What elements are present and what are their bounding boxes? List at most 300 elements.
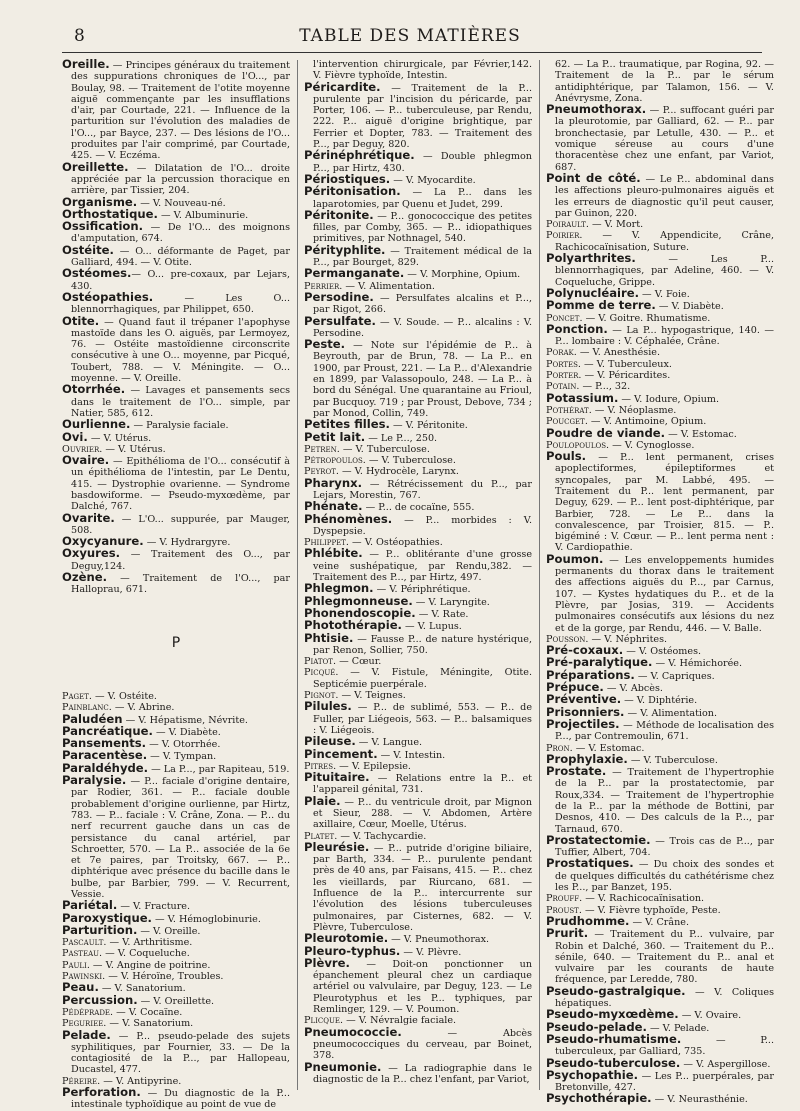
index-entry-text: — P... faciale d'origine dentaire, par Rodier, 361. — P... faciale double probablement d'origine ourlienne, par Hirtz, 783. — P... faciale : V. Crâne, Zona. — P... du nerf recurrent gauche dans un cas de persistance du canal artériel, par Schroetter, 570. — La P... associée de la 6e et 7e paires, par Troitsky, 667. — P... diphtérique avec présence du bacille dans le bulbe, par Barbier, 799. — V. Recurrent, Vessie. (71, 776, 290, 900)
index-entry (62, 419, 290, 431)
index-entry (546, 1031, 774, 1058)
index-term: Phénomènes. (304, 511, 393, 526)
index-term: Porter. (546, 370, 582, 382)
index-entry-text: — V. Tuberculose. (365, 455, 456, 467)
index-entry-text: — V. Myocardite. (390, 174, 476, 186)
index-entry-text: — O... pre-coxaux, par Lejars, 430. (71, 269, 290, 292)
index-entry-text: — P... lent permanent, crises apoplectiformes, épileptiformes et syncopales, par M. Labbé, 495. — Traitement du P... lent permanent, par Deguy, 629. — P... lent post-diphtérique, par Barbier, 728. — Le P... dans la convalescence, par Troisier, 815. — P.. bigéminé : V. Cœur. — P... lent perma nent : V. Cardiopathie. (555, 452, 774, 554)
index-term: Pasteau. (62, 948, 103, 960)
index-entry-text: — V. Péritonite. (389, 420, 468, 432)
index-entry (304, 511, 532, 538)
index-term: Pseudo-tuberculose. (546, 1055, 681, 1070)
index-entry-text: — V. Teignes. (338, 690, 406, 702)
index-entry-text: — V. Néoplasme. (591, 404, 677, 416)
index-entry (304, 79, 532, 151)
index-entry-text: — Du diagnostic de la P... intestinale typhoïdique au point de vue de (71, 1088, 290, 1111)
index-entry-text: — V. Hépatisme, Névrite. (122, 714, 248, 726)
index-entry-text: — Les P... puerpérales, par Bretonville, 427. (555, 1070, 774, 1094)
index-entry (546, 983, 774, 1010)
index-entry-text: — V. Tuberculose. (339, 443, 430, 455)
index-entry (62, 510, 290, 537)
index-term: Otorrhée. (62, 382, 126, 397)
index-entry-text: — Traitement de l'O..., par Halloprau, 671. (71, 573, 290, 596)
index-term: Paroxystique. (62, 910, 152, 925)
index-entry-text: — Quand faut il trépaner l'apophyse mastoïde dans les O. aiguës, par Lermoyez, 76. — Ostéite mastoïdienne circonscrite consécutive à une O... moyenne, par Picqué, Toubert, 788. — V. Méningite. — O... moyenne. — V. Oreille. (71, 316, 290, 385)
index-term: Psychothérapie. (546, 1091, 652, 1106)
index-entry-text: — Traitement du P... vulvaire, par Robin et Dalché, 360. — Traitement du P... sénile, 640. — Traitement du P... anal et vulvaire par les courants de haute fréquence, par Leredde, 780. (555, 929, 774, 986)
index-entry-text: — V. Héroïne, Troubles. (105, 971, 224, 983)
index-entry-text: — V. Utérus. (87, 432, 152, 444)
index-term: Poumon. (546, 551, 604, 566)
index-entry (62, 289, 290, 316)
index-entry (62, 948, 290, 959)
index-term: Polyarthrites. (546, 251, 636, 266)
index-term: Pouls. (546, 449, 586, 464)
index-term: Poirier. (546, 230, 583, 242)
index-term: Percussion. (62, 992, 138, 1007)
index-entry (304, 630, 532, 657)
index-term: Péreire. (62, 1075, 101, 1087)
index-entry (62, 455, 290, 512)
index-entry-text: — Le P... abdominal dans les affections pleuro-pulmonaires aiguës et les erreurs de diagnostic qu'il peut causer, par Guinon, 220. (555, 173, 774, 219)
index-term: Pron. (546, 742, 573, 754)
index-term: Phonendoscopie. (304, 605, 416, 620)
index-entry-text: — P... gonococcique des petites filles, par Comby, 365. — P... idiopathiques primitives, par Nothnagel, 540. (313, 210, 532, 245)
index-entry (304, 548, 532, 583)
index-term: Ouvrier. (62, 443, 103, 455)
index-term: Péritonisation. (304, 184, 401, 199)
index-term: Piatot. (304, 656, 337, 668)
index-term: Ostéite. (62, 242, 114, 257)
index-entry-text: — V. Cocaïne. (113, 1006, 183, 1018)
index-term: Pleurotomie. (304, 931, 389, 946)
index-term: Plicque. (304, 1015, 344, 1027)
index-entry-text: — V. Mort. (588, 219, 644, 231)
index-entry-text: — V. Fistule, Méningite, Otite. Septicémie puerpérale. (313, 667, 532, 690)
column-divider (297, 60, 298, 1090)
index-entry-text: — V. Goitre. Rhumatisme. (582, 312, 711, 324)
index-term: Pomme de terre. (546, 298, 656, 313)
index-entry (304, 186, 532, 210)
index-entry-text: — V. Iodure, Opium. (618, 393, 720, 405)
index-entry-text: — P... tuberculeux, par Galliard, 735. (555, 1034, 774, 1058)
index-term: Pitres. (304, 760, 337, 772)
index-entry-text: — V. Rachicocaïnisation. (582, 893, 705, 905)
index-term: Ozène. (62, 570, 107, 585)
index-entry-text: — Fausse P... de nature hystérique, par Renon, Sollier, 750. (313, 633, 532, 656)
index-entry-text: — Note sur l'épidémie de P... à Beyrouth, par de Brun, 78. — La P... en 1900, par Proust, 221. — La P... d'Alexandrie en 1899, par Valassopoulo, 248. — La P... à bord du Sénégal. Une quarantaine au Frioul, par Bucquoy. 719 ; par Proust, Debove, 734 ; par Monod, Collin, 749. (313, 340, 532, 419)
index-entry (62, 1027, 290, 1076)
index-entry (62, 384, 290, 419)
index-term: Pseudo-rhumatisme. (546, 1031, 682, 1046)
index-entry-text: — V. Estomac. (572, 742, 645, 754)
index-term: Phénate. (304, 499, 363, 514)
index-entry (546, 832, 774, 859)
index-entry-text: — P... morbides : V. Dyspepsie. (313, 514, 532, 537)
index-entry (546, 451, 774, 554)
index-entry-text: — V. Ostéite. (91, 690, 157, 702)
index-entry (62, 775, 290, 900)
index-term: Phtisie. (304, 630, 354, 645)
index-entry-text: — V. Oreille. (137, 925, 201, 937)
index-term: Pawinski. (62, 971, 106, 983)
index-entry-text: — V. Foie. (639, 288, 690, 300)
index-term: Oxyures. (62, 546, 121, 561)
index-entry-text: — Du choix des sondes et de quelques difficultés du cathétérisme chez les P..., par Banzet, 195. (555, 859, 774, 894)
index-term: Paralysie. (62, 773, 127, 788)
index-entry-text: — V. Crâne. (629, 916, 690, 928)
index-entry-text: — La radiographie dans le diagnostic de la P... chez l'enfant, par Variot, (313, 1062, 532, 1085)
index-term: Oreille. (62, 57, 110, 71)
index-entry (62, 548, 290, 572)
index-entry-text: — O... déformante de Paget, par Galliard, 494. — V. Otite. (71, 245, 290, 269)
index-term: Pilules. (304, 699, 352, 714)
index-term: Portes. (546, 358, 581, 370)
index-term: Plèvre. (304, 955, 350, 970)
index-entry (546, 104, 774, 173)
index-entry-text: — P... suffocant guéri par la pleurotomie, par Galliard, 62. — P... par bronchectasie, par Letulle, 430. — P... et vomique séreuse au cours d'une thoracentèse chez une enfant, par Variot, 687. (555, 105, 774, 173)
index-term: Phlegmonneuse. (304, 593, 413, 608)
index-term: Prurit. (546, 926, 589, 941)
index-term: Pseudo-pelade. (546, 1019, 647, 1034)
index-entry (304, 59, 532, 82)
index-term: Pré-coxaux. (546, 643, 624, 658)
index-entry-text: — V. Oreillette. (137, 995, 215, 1007)
index-entry (304, 429, 532, 444)
index-entry-text: — V. Hémichorée. (652, 658, 742, 670)
index-term: Périnéphrétique. (304, 148, 415, 163)
index-entry (62, 221, 290, 245)
index-term: Périostiques. (304, 171, 391, 186)
index-entry-text: — Les enveloppements humides permanents du thorax dans le traitement des affections aiguës du P..., par Carnus, 107. — Kystes hydatiques du P... et de la Plèvre, par Josias, 319. — Accidents pulmonaires consécutifs aux lésions du nez et de la gorge, par Rendu, 446. — V. Balle. (555, 554, 774, 634)
index-term: Photothérapie. (304, 618, 402, 633)
index-term: Prostate. (546, 764, 607, 779)
index-term: Préventive. (546, 692, 622, 707)
index-term: Pascault. (62, 937, 107, 949)
index-entry (546, 425, 774, 440)
index-entry-text: — Dilatation de l'O... droite appréciée par la percussion thoracique en arrière, par Tissier, 204. (71, 162, 290, 197)
index-entry (546, 928, 774, 985)
index-entry (62, 159, 290, 197)
index-term: Prophylaxie. (546, 751, 628, 766)
index-entry (546, 551, 774, 634)
index-term: Paget. (62, 690, 92, 702)
index-term: Ovaire. (62, 453, 110, 468)
index-term: Philippet. (304, 537, 349, 549)
index-term: Petren. (304, 443, 340, 455)
index-term: Pariétal. (62, 898, 118, 913)
index-entry-text: — Les O... blennorrhagiques, par Philippet, 650. (71, 292, 290, 316)
index-entry-text: — V. Antimoine, Opium. (587, 416, 707, 428)
index-entry-text: — P... pseudo-pelade des sujets syphilitiques, par Fournier, 33. — De la contagiosité de la P..., par Hallopeau, Ducastel, 477. (71, 1030, 290, 1076)
index-term: Poirault. (546, 219, 589, 231)
index-entry-text: — V. Névralgie faciale. (343, 1015, 457, 1027)
index-term: Proust. (546, 904, 582, 916)
index-entry (304, 839, 532, 933)
index-entry-text: — V. Péricardites. (581, 370, 671, 382)
index-term: Potain. (546, 381, 580, 393)
index-term: Pré-paralytique. (546, 655, 653, 670)
index-term: Persodine. (304, 289, 374, 304)
index-entry-text: — V. Périphrétique. (373, 584, 471, 596)
index-entry-text: — V. Angine de poitrine. (89, 959, 211, 971)
index-term: Ponction. (546, 321, 608, 336)
index-term: Perrier. (304, 280, 343, 292)
index-entry (304, 242, 532, 269)
index-entry-text: — V. Rate. (415, 608, 469, 620)
index-term: Polynucléaire. (546, 285, 639, 300)
index-entry (62, 572, 290, 596)
index-term: Ostéopathies. (62, 289, 154, 304)
index-term: Persulfate. (304, 313, 376, 328)
index-entry-text: — V. Antipyrine. (100, 1075, 182, 1087)
index-entry-text: — Les P... blennorrhagiques, par Adeline, 460. — V. Coqueluche, Grippe. (555, 254, 774, 288)
index-column-3 (546, 59, 774, 1106)
index-entry-text: — V. Tachycardie. (337, 830, 427, 842)
index-entry (546, 300, 774, 312)
index-entry (62, 268, 290, 292)
index-term: Ovarite. (62, 510, 115, 525)
index-term: Pauli. (62, 959, 90, 971)
index-entry (546, 390, 774, 405)
index-entry (546, 321, 774, 348)
index-entry-text: — V. Hydrargyre. (143, 537, 231, 549)
index-entry (546, 858, 774, 893)
index-entry-text: — P..., 32. (579, 381, 631, 393)
index-term: Petites filles. (304, 417, 390, 432)
index-entry (304, 150, 532, 174)
index-entry-text: — V. Tuberculeux. (580, 358, 672, 370)
index-entry-text: — De l'O... des moignons d'amputation, 674. (71, 222, 290, 245)
index-entry-text: — V. Tuberculose. (627, 754, 718, 766)
index-term: Pincement. (304, 746, 378, 761)
index-entry-text: 62. — La P... traumatique, par Rogina, 92. — Traitement de la P... par le sérum antidiphtérique, par Talamon, 156. — V. Anévrysme, Zona. (555, 59, 774, 104)
index-term: Organisme. (62, 194, 138, 209)
index-entry-text: — V. Albuminurie. (157, 209, 249, 221)
index-column-1 (62, 59, 290, 1111)
index-entry-text: — V. Soude. — P... alcalins : V. Persodine. (313, 316, 532, 339)
index-entry-text: — V. Arthritisme. (106, 937, 193, 949)
index-entry-text: — V. Néphrites. (588, 633, 668, 645)
index-entry-text: — La P... dans les laparotomies, par Quenu et Judet, 299. (313, 187, 532, 210)
index-entry-text: — Epithélioma de l'O... consécutif à un épithélioma de l'intestin, par Le Dentu, 415. — Dystrophie ovarienne. — Syndrome basdowiforme. — Pseudo-myxœdème, par Dalché, 767. (71, 456, 290, 513)
index-term: Paludéen (62, 711, 123, 726)
index-entry-text: — V. Pelade. (646, 1022, 710, 1034)
index-entry-text: l'intervention chirurgicale, par Février,142. V. Fièvre typhoïde, Intestin. (313, 59, 532, 82)
index-entry-text: — V. Langue. (355, 737, 423, 749)
index-entry (62, 691, 290, 702)
index-entry (546, 405, 774, 416)
index-entry (546, 347, 774, 358)
index-entry-text: — V. Hémoglobinurie. (151, 913, 261, 925)
index-term: Permanganate. (304, 266, 405, 281)
index-term: Paracentèse. (62, 748, 148, 763)
index-entry-text: — Traitement de l'hypertrophie de la P... par la prostatectomie, par Roux,334. — Traitement de l'hypertrophie de la P... par la méthode de Bottini, par Desnos, 410. — Des calculs de la P..., par Tarnaud, 670. (555, 767, 774, 835)
index-entry-text: — L'O... suppurée, par Mauger, 508. (71, 513, 290, 536)
index-entry-text: — V. Diabète. (655, 301, 724, 313)
index-term: Painblanc. (62, 702, 112, 714)
index-column-2 (304, 59, 532, 1085)
index-entry-text: — P... oblitérante d'une grosse veine sushépatique, par Rendu,382. — Traitement des P..., par Hirtz, 497. (313, 549, 532, 584)
index-entry-text: — V. Ostéopathies. (349, 537, 443, 549)
index-term: Prépuce. (546, 680, 604, 695)
index-term: Pituitaire. (304, 770, 370, 785)
index-entry-text: — Doit-on ponctionner un épanchement pleural chez un cardiaque artériel ou valvulaire, par Deguy, 123. — Le Pleurotyphus et les P... typhiques, par Remlinger, 129. — V. Poumon. (313, 958, 532, 1016)
index-entry-text: — Traitement de la P... purulente par l'incision du péricarde, par Porter, 106. — P... tuberculeuse, par Rendu, 222. P... aiguë d'origine brightique, par Ferrier et Dopter, 783. — Traitement des P..., par Deguy, 820. (313, 82, 532, 151)
index-term: Pelade. (62, 1027, 111, 1042)
index-term: Prouff. (546, 893, 583, 905)
index-term: Oxycyanure. (62, 534, 144, 549)
index-entry (304, 289, 532, 316)
index-term: Pothérat. (546, 404, 592, 416)
index-entry-text: — V. Alimentation. (342, 280, 435, 292)
index-entry-text: — P... putride d'origine biliaire, par Barth, 334. — P... purulente pendant près de 40 ans, par Faisans, 415. — P... chez les vieillards, par Riurcano, 681. — Influence de la P... intercurrente sur l'évolution des lésions tuberculeuses pulmonaires, par Cisternes, 682. — V. Plèvre, Tuberculose. (313, 842, 532, 933)
index-term: Psychopathie. (546, 1067, 639, 1082)
index-entry-text: — Le P..., 250. (365, 432, 438, 444)
index-entry (62, 313, 290, 385)
index-term: Paraldéhyde. (62, 760, 149, 775)
index-term: Plaie. (304, 793, 341, 808)
index-entry (304, 1024, 532, 1062)
index-term: Pneumonie. (304, 1059, 382, 1074)
index-term: Prudhomme. (546, 913, 630, 928)
index-term: Parturition. (62, 922, 138, 937)
index-entry (62, 429, 290, 444)
index-entry (62, 1087, 290, 1111)
index-entry-text: — V. Abrine. (111, 702, 175, 714)
index-entry (62, 1007, 290, 1018)
index-entry-text: — V. Otorrhée. (146, 739, 221, 751)
index-entry-text: — V. Ostéomes. (623, 646, 702, 658)
index-entry-text: — V. Epilepsie. (336, 760, 411, 772)
index-term: Ossification. (62, 219, 144, 234)
index-entry (304, 268, 532, 280)
index-entry-text: — V. Fièvre typhoïde, Peste. (581, 904, 721, 916)
index-term: Pousson. (546, 633, 589, 645)
index-entry-text: — V. Nouveau-né. (137, 197, 226, 209)
index-entry-text: — La P..., par Rapiteau, 519. (148, 763, 290, 775)
index-term: Pseudo-myxœdème. (546, 1007, 679, 1022)
index-entry (546, 59, 774, 104)
index-entry-text: — V. Estomac. (665, 428, 737, 440)
index-entry-text: — V. Diphtérie. (621, 695, 698, 707)
index-term: Platet. (304, 830, 338, 842)
index-entry-text: — Persulfates alcalins et P..., par Rigot, 266. (313, 292, 532, 316)
index-term: Pansements. (62, 736, 147, 751)
index-term: Pneumococcie. (304, 1024, 402, 1039)
index-term: Péritonite. (304, 207, 374, 222)
index-term: Poudre de viande. (546, 425, 666, 440)
index-entry-text: — V. Abcès. (603, 683, 663, 695)
page-number: 8 (74, 26, 85, 46)
index-entry (304, 313, 532, 340)
index-term: Porak. (546, 347, 577, 359)
index-entry (304, 701, 532, 736)
index-entry (546, 253, 774, 288)
index-term: Potassium. (546, 390, 619, 405)
index-entry-text: — V. Utérus. (102, 443, 166, 455)
index-entry-text: — Cœur. (336, 656, 382, 668)
index-entry (62, 992, 290, 1007)
header-rule (62, 52, 762, 53)
index-entry (304, 793, 532, 831)
index-entry-text: — V. Laryngite. (412, 596, 490, 608)
index-entry (546, 716, 774, 743)
index-term: Pérityphlite. (304, 242, 386, 257)
index-entry-text: — P... de sublimé, 553. — P... de Fuller, par Liégeois, 563. — P... balsamiques : V. Liégeois. (313, 702, 532, 736)
index-term: Pleuro-typhus. (304, 943, 401, 958)
index-entry (304, 207, 532, 245)
index-term: Préparations. (546, 667, 635, 682)
index-entry (304, 656, 532, 667)
index-entry-text: — V. Morphine, Opium. (404, 269, 521, 281)
index-entry-text: — Lavages et pansements secs dans le traitement de l'O... simple, par Natier, 585, 612. (71, 385, 290, 419)
index-entry-text: — La P... hypogastrique, 140. — P... lombaire : V. Céphalée, Crâne. (555, 324, 774, 348)
index-term: Phlébite. (304, 546, 363, 561)
index-entry-text: — V. Tympan. (147, 751, 217, 763)
index-term: Poulopoulos. (546, 439, 610, 451)
index-entry-text: — Traitement médical de la P..., par Bourget, 829. (313, 245, 532, 269)
index-entry-text: — P... de cocaïne, 555. (362, 502, 475, 514)
index-entry-text: — V. Aspergillose. (680, 1058, 771, 1070)
index-entry-text: — Rétrécissement du P..., par Lejars, Morestin, 767. (313, 478, 532, 501)
index-entry-text: — V. Diabète. (152, 726, 221, 738)
index-term: Projectiles. (546, 716, 620, 731)
index-entry-text: — V. Intestin. (377, 749, 446, 761)
index-term: Prostatectomie. (546, 832, 651, 847)
index-term: Petit lait. (304, 429, 366, 444)
index-entry-text: — Double phlegmon P..., par Hirtz, 430. (313, 151, 532, 174)
index-term: Pileuse. (304, 734, 356, 749)
index-entry-text: — V. Fracture. (117, 901, 191, 913)
index-entry-text: — V. Alimentation. (624, 707, 718, 719)
index-entry (546, 893, 774, 904)
index-term: Prostatiques. (546, 856, 634, 871)
index-term: Peyrot. (304, 466, 339, 478)
index-entry (304, 667, 532, 690)
index-term: Pédéprade. (62, 1006, 114, 1018)
index-entry-text: — V. Plèvre. (400, 946, 462, 958)
index-entry (546, 766, 774, 835)
index-entry (62, 922, 290, 937)
index-entry-text: — Trois cas de P..., par Tuffier, Albert, 704. (555, 835, 774, 859)
index-entry-text: — Relations entre la P... et l'appareil génital, 731. (313, 773, 532, 796)
index-entry (546, 1093, 774, 1105)
section-letter: P (171, 634, 181, 651)
index-term: Oreillette. (62, 159, 129, 174)
index-entry (304, 772, 532, 796)
index-entry-text: — V. Lupus. (401, 621, 462, 633)
index-entry-text: — V. Sanatorium. (106, 1018, 194, 1030)
index-term: Pleurésie. (304, 839, 370, 854)
index-entry-text: — Abcès pneumococciques du cerveau, par Boinet, 378. (313, 1027, 532, 1062)
index-term: Poucget. (546, 416, 588, 428)
index-entry (304, 746, 532, 761)
index-term: Poncet. (546, 312, 583, 324)
index-term: Peau. (62, 980, 99, 995)
index-entry (546, 230, 774, 253)
index-entry (304, 1059, 532, 1086)
index-term: Picqué. (304, 667, 339, 679)
index-term: Pseudo-gastralgique. (546, 983, 686, 998)
index-entry (304, 455, 532, 466)
index-term: Peste. (304, 337, 346, 352)
index-entry (546, 1067, 774, 1094)
index-entry (546, 370, 774, 381)
index-term: Point de côté. (546, 170, 641, 185)
index-term: Ovi. (62, 429, 88, 444)
index-entry-text: — V. Neurasthénie. (651, 1094, 748, 1106)
